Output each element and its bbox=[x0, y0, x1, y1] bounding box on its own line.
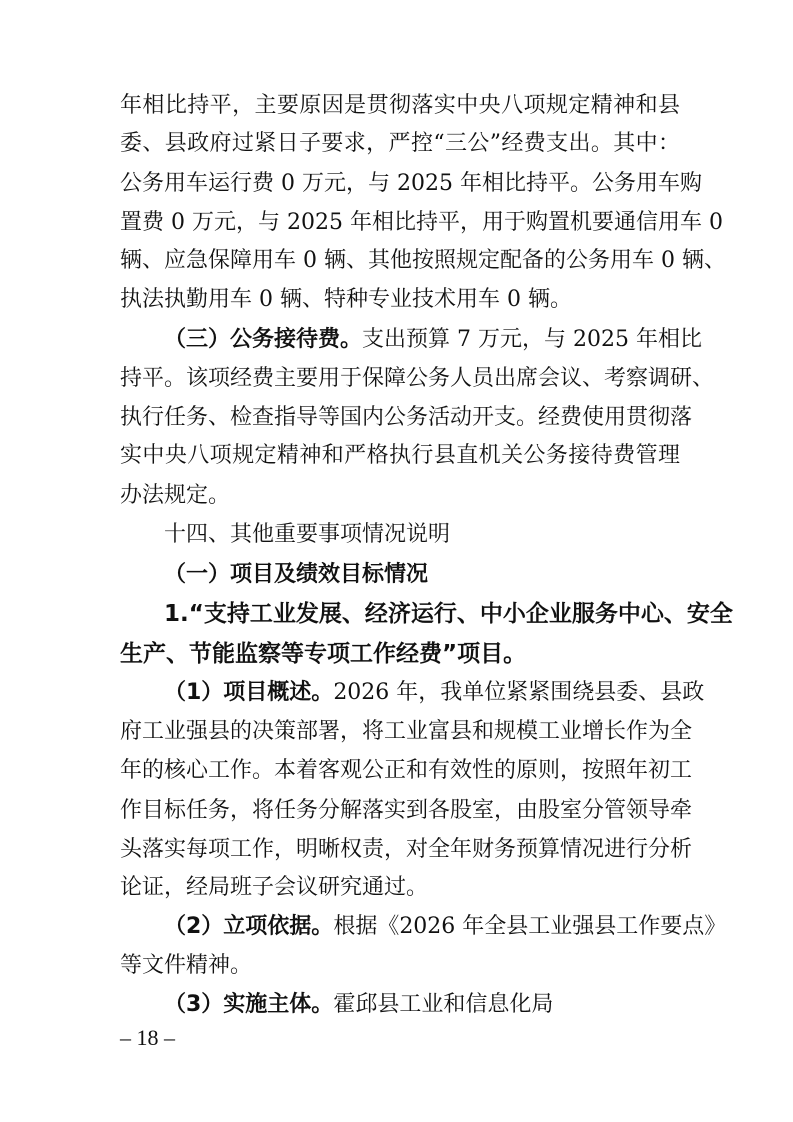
paragraph-line: 等文件精神。 bbox=[120, 952, 253, 978]
overview-text: 2026 年，我单位紧紧围绕县委、县政 bbox=[333, 679, 705, 705]
paragraph-line: 实中央八项规定精神和严格执行县直机关公务接待费管理 bbox=[120, 443, 680, 469]
paragraph-line: 委、县政府过紧日子要求，严控“三公”经费支出。其中： bbox=[120, 131, 680, 157]
paragraph-line: 置费 0 万元，与 2025 年相比持平，用于购置机要通信用车 0 bbox=[120, 209, 723, 235]
basis-first-line bbox=[164, 912, 727, 942]
overview-first-line bbox=[164, 678, 705, 708]
paragraph-line: 论证，经局班子会议研究通过。 bbox=[120, 875, 429, 901]
page-number: – 18 – bbox=[120, 1025, 175, 1050]
project-title-line2: 生产、节能监察等专项工作经费”项目。 bbox=[120, 640, 527, 667]
paragraph-line: 年的核心工作。本着客观公正和有效性的原则，按照年初工 bbox=[120, 758, 693, 784]
subsection-heading: （一）项目及绩效目标情况 bbox=[164, 562, 429, 588]
paragraph-line: 执法执勤用车 0 辆、特种专业技术用车 0 辆。 bbox=[120, 287, 572, 313]
reception-text: 支出预算 7 万元，与 2025 年相比 bbox=[362, 326, 702, 352]
paragraph-line: 持平。该项经费主要用于保障公务人员出席会议、考察调研、 bbox=[120, 365, 715, 391]
reception-heading: （三）公务接待费。 bbox=[164, 326, 363, 352]
paragraph-line: 办法规定。 bbox=[120, 482, 231, 508]
paragraph-line: 府工业强县的决策部署，将工业富县和规模工业增长作为全 bbox=[120, 719, 693, 745]
paragraph-line: 执行任务、检查指导等国内公务活动开支。经费使用贯彻落 bbox=[120, 405, 693, 431]
project-title-line1: 1.“支持工业发展、经济运行、中小企业服务中心、安全 bbox=[164, 601, 733, 628]
paragraph-line: 年相比持平，主要原因是贯彻落实中央八项规定精神和县 bbox=[120, 93, 680, 118]
subject-line bbox=[164, 990, 680, 1020]
paragraph-line: 辆、应急保障用车 0 辆、其他按照规定配备的公务用车 0 辆、 bbox=[120, 248, 726, 274]
subject-text: 霍邱县工业和信息化局 bbox=[333, 992, 554, 1017]
basis-heading: （2）立项依据。 bbox=[164, 914, 334, 940]
overview-heading: （1）项目概述。 bbox=[164, 679, 334, 705]
basis-text: 根据《2026 年全县工业强县工作要点》 bbox=[333, 914, 727, 940]
paragraph-first-line bbox=[164, 325, 702, 355]
section-heading: 十四、其他重要事项情况说明 bbox=[164, 521, 451, 547]
paragraph-line: 公务用车运行费 0 万元，与 2025 年相比持平。公务用车购 bbox=[120, 170, 702, 196]
paragraph-line: 头落实每项工作，明晰权责，对全年财务预算情况进行分析 bbox=[120, 836, 693, 862]
paragraph-line: 作目标任务，将任务分解落实到各股室，由股室分管领导牵 bbox=[120, 797, 693, 823]
subject-heading: （3）实施主体。 bbox=[164, 992, 334, 1017]
